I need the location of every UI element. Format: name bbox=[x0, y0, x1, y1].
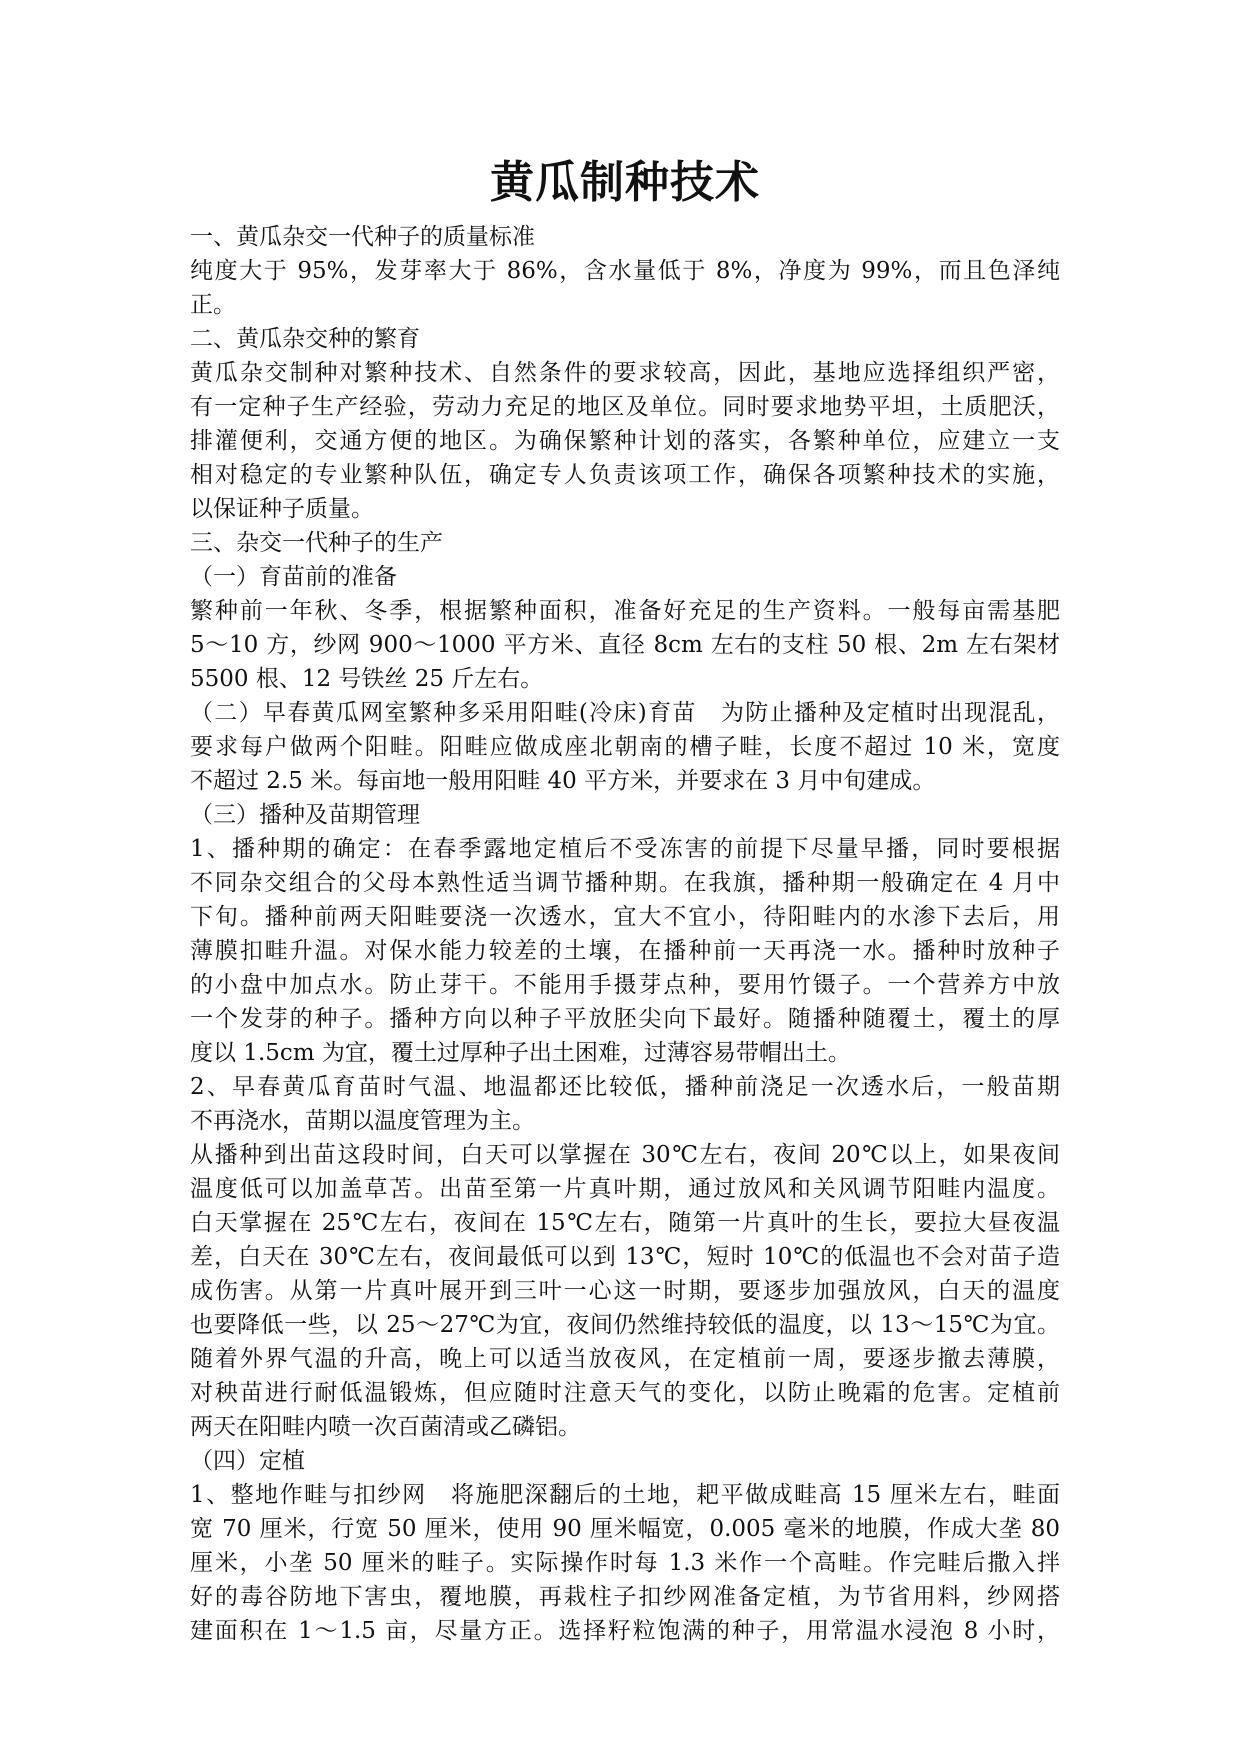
text-line: 的小盘中加点水。防止芽干。不能用手摄芽点种，要用竹镊子。一个营养方中放 bbox=[190, 972, 1060, 998]
text-line: 不再浇水，苗期以温度管理为主。 bbox=[190, 1108, 535, 1134]
text-line: 正。 bbox=[190, 292, 236, 318]
document-title: 黄瓜制种技术 bbox=[490, 157, 760, 208]
text-line: 对秧苗进行耐低温锻炼，但应随时注意天气的变化，以防止晚霜的危害。定植前 bbox=[190, 1380, 1060, 1406]
text-line: 下旬。播种前两天阳畦要浇一次透水，宜大不宜小，待阳畦内的水渗下去后，用 bbox=[190, 904, 1060, 930]
text-line: 不同杂交组合的父母本熟性适当调节播种期。在我旗，播种期一般确定在 4 月中 bbox=[190, 870, 1060, 896]
text-line: 以保证种子质量。 bbox=[190, 496, 374, 522]
text-line: 一个发芽的种子。播种方向以种子平放胚尖向下最好。随播种随覆土，覆土的厚 bbox=[190, 1006, 1060, 1032]
text-line: 差，白天在 30℃左右，夜间最低可以到 13℃，短时 10℃的低温也不会对苗子造 bbox=[190, 1244, 1060, 1270]
text-line: 有一定种子生产经验，劳动力充足的地区及单位。同时要求地势平坦，土质肥沃， bbox=[190, 394, 1060, 420]
text-line: 纯度大于 95%，发芽率大于 86%，含水量低于 8%，净度为 99%，而且色泽纯 bbox=[190, 258, 1060, 284]
text-line: 两天在阳畦内喷一次百菌清或乙磷铝。 bbox=[190, 1414, 581, 1440]
text-line: （一）育苗前的准备 bbox=[190, 564, 397, 590]
text-line: 三、杂交一代种子的生产 bbox=[190, 530, 443, 556]
text-line: 好的毒谷防地下害虫，覆地膜，再栽柱子扣纱网准备定植，为节省用料，纱网搭 bbox=[190, 1584, 1060, 1610]
text-line: 不超过 2.5 米。每亩地一般用阳畦 40 平方米，并要求在 3 月中旬建成。 bbox=[190, 768, 936, 794]
text-line: 排灌便利，交通方便的地区。为确保繁种计划的落实，各繁种单位，应建立一支 bbox=[190, 428, 1060, 454]
text-line: （三）播种及苗期管理 bbox=[190, 802, 420, 828]
text-line: 也要降低一些，以 25～27℃为宜，夜间仍然维持较低的温度，以 13～15℃为宜。 bbox=[190, 1312, 1060, 1338]
document-page bbox=[190, 150, 1060, 1648]
text-line: （四）定植 bbox=[190, 1448, 305, 1474]
text-line: 厘米，小垄 50 厘米的畦子。实际操作时每 1.3 米作一个高畦。作完畦后撒入拌 bbox=[190, 1550, 1060, 1576]
text-line: 薄膜扣畦升温。对保水能力较差的土壤，在播种前一天再浇一水。播种时放种子 bbox=[190, 938, 1060, 964]
text-line: 5500 根、12 号铁丝 25 斤左右。 bbox=[190, 666, 544, 692]
text-line: 繁种前一年秋、冬季，根据繁种面积，准备好充足的生产资料。一般每亩需基肥 bbox=[190, 598, 1060, 624]
text-line: 从播种到出苗这段时间，白天可以掌握在 30℃左右，夜间 20℃以上，如果夜间 bbox=[190, 1142, 1060, 1168]
document-body bbox=[190, 220, 1060, 1648]
text-line: 建面积在 1～1.5 亩，尽量方正。选择籽粒饱满的种子，用常温水浸泡 8 小时， bbox=[190, 1618, 1060, 1644]
text-line: 1、播种期的确定：在春季露地定植后不受冻害的前提下尽量早播，同时要根据 bbox=[190, 836, 1060, 862]
text-line: 一、黄瓜杂交一代种子的质量标准 bbox=[190, 224, 535, 250]
text-line: 二、黄瓜杂交种的繁育 bbox=[190, 326, 420, 352]
text-line: 随着外界气温的升高，晚上可以适当放夜风，在定植前一周，要逐步撤去薄膜， bbox=[190, 1346, 1060, 1372]
text-line: 度以 1.5cm 为宜，覆土过厚种子出土困难，过薄容易带帽出土。 bbox=[190, 1040, 851, 1066]
text-line: 2、早春黄瓜育苗时气温、地温都还比较低，播种前浇足一次透水后，一般苗期 bbox=[190, 1074, 1060, 1100]
text-line: 1、整地作畦与扣纱网 将施肥深翻后的土地，耙平做成畦高 15 厘米左右，畦面 bbox=[190, 1482, 1060, 1508]
text-line: 5～10 方，纱网 900～1000 平方米、直径 8cm 左右的支柱 50 根、2m 左右架材 bbox=[190, 632, 1060, 658]
text-line: 相对稳定的专业繁种队伍，确定专人负责该项工作，确保各项繁种技术的实施， bbox=[190, 462, 1060, 488]
text-line: 黄瓜杂交制种对繁种技术、自然条件的要求较高，因此，基地应选择组织严密， bbox=[190, 360, 1060, 386]
text-line: 要求每户做两个阳畦。阳畦应做成座北朝南的槽子畦，长度不超过 10 米，宽度 bbox=[190, 734, 1060, 760]
text-line: 温度低可以加盖草苫。出苗至第一片真叶期，通过放风和关风调节阳畦内温度。 bbox=[190, 1176, 1060, 1202]
text-line: （二）早春黄瓜网室繁种多采用阳畦(冷床)育苗 为防止播种及定植时出现混乱， bbox=[190, 700, 1060, 726]
text-line: 宽 70 厘米，行宽 50 厘米，使用 90 厘米幅宽，0.005 毫米的地膜，作成大垄 80 bbox=[190, 1516, 1060, 1542]
text-line: 白天掌握在 25℃左右，夜间在 15℃左右，随第一片真叶的生长，要拉大昼夜温 bbox=[190, 1210, 1060, 1236]
text-line: 成伤害。从第一片真叶展开到三叶一心这一时期，要逐步加强放风，白天的温度 bbox=[190, 1278, 1060, 1304]
